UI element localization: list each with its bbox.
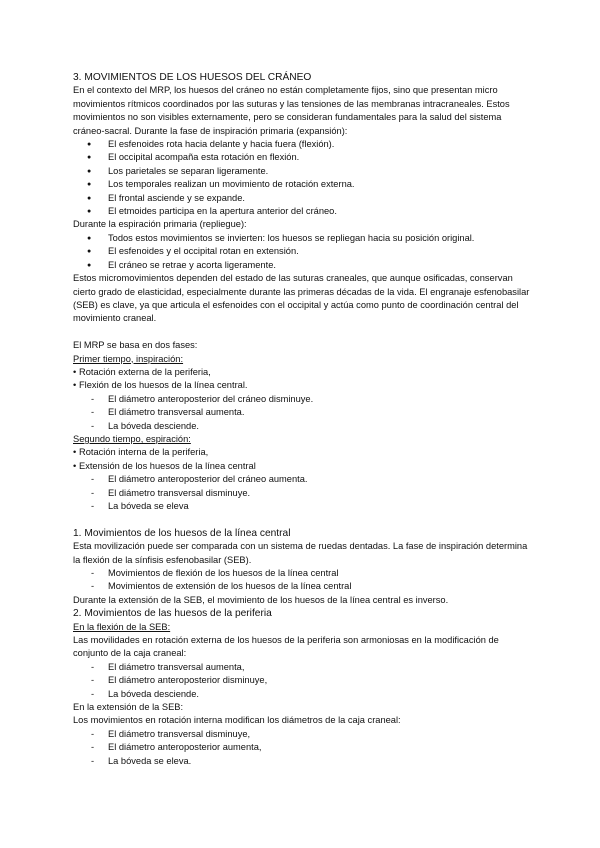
list-item: • Rotación interna de la periferia,: [73, 446, 533, 459]
list-item: - La bóveda se eleva: [73, 500, 533, 513]
list-item: - Movimientos de flexión de los huesos de la línea central: [73, 567, 533, 580]
second-phase-title: Segundo tiempo, espiración:: [73, 433, 191, 444]
list-item: ● El occipital acompaña esta rotación en flexión.: [73, 151, 533, 164]
part1-text: Esta movilización puede ser comparada con un sistema de ruedas dentadas. La fase de inspiración determina la flexión de la sínfisis esfenobasilar (SEB).: [73, 541, 528, 565]
list-item: - Movimientos de extensión de los huesos de la línea central: [73, 580, 533, 593]
flexion-text: Las movilidades en rotación externa de los huesos de la periferia son armoniosas en la modificación de conjunto de la caja craneal:: [73, 635, 499, 659]
list-item: • Rotación externa de la periferia,: [73, 366, 533, 379]
section-closing: Estos micromovimientos dependen del estado de las suturas craneales, que aunque osificadas, conservan cierto grado de elasticidad, especialmente durante las primeras décadas de la vida. El engranaje esfenobasilar (SEB) es clave, ya que articula el esfenoides con el occipital y actúa como punto de coordinación central del movimiento craneal.: [73, 273, 530, 324]
list-item: ● El esfenoides rota hacia delante y hacia fuera (flexión).: [73, 138, 533, 151]
part2-title: 2. Movimientos de las huesos de la periferia: [73, 608, 272, 620]
extension-title: En la extensión de la SEB:: [73, 702, 184, 713]
list-item: - La bóveda se eleva.: [73, 755, 533, 768]
list-item: - El diámetro anteroposterior del cráneo aumenta.: [73, 473, 533, 486]
list-item: ● Todos estos movimientos se invierten: los huesos se repliegan hacia su posición original.: [73, 232, 533, 245]
list-item: - La bóveda desciende.: [73, 688, 533, 701]
list-item: - El diámetro transversal aumenta,: [73, 661, 533, 674]
expiration-lead: Durante la espiración primaria (repliegue):: [73, 219, 247, 230]
list-item: - El diámetro anteroposterior del cráneo disminuye.: [73, 393, 533, 406]
extension-text: Los movimientos en rotación interna modifican los diámetros de la caja craneal:: [73, 715, 401, 726]
list-item: - La bóveda desciende.: [73, 420, 533, 433]
list-item: ● El cráneo se retrae y acorta ligeramente.: [73, 259, 533, 272]
part1-closing: Durante la extensión de la SEB, el movimiento de los huesos de la línea central es inverso.: [73, 594, 449, 605]
list-item: ● Los parietales se separan ligeramente.: [73, 165, 533, 178]
list-item: - El diámetro transversal aumenta.: [73, 406, 533, 419]
list-item: • Flexión de los huesos de la línea central.: [73, 379, 533, 392]
phases-intro: El MRP se basa en dos fases:: [73, 340, 198, 351]
section-title: 3. MOVIMIENTOS DE LOS HUESOS DEL CRÁNEO: [73, 72, 312, 83]
list-item: - El diámetro transversal disminuye.: [73, 487, 533, 500]
document-page: [73, 71, 533, 768]
list-item: - El diámetro transversal disminuye,: [73, 728, 533, 741]
list-item: ● El frontal asciende y se expande.: [73, 192, 533, 205]
list-item: ● El esfenoides y el occipital rotan en extensión.: [73, 245, 533, 258]
list-item: - El diámetro anteroposterior aumenta,: [73, 741, 533, 754]
list-item: - El diámetro anteroposterior disminuye,: [73, 674, 533, 687]
flexion-title: En la flexión de la SEB:: [73, 621, 171, 632]
list-item: • Extensión de los huesos de la línea central: [73, 460, 533, 473]
part1-title: 1. Movimientos de los huesos de la línea central: [73, 527, 291, 539]
section-intro: En el contexto del MRP, los huesos del cráneo no están completamente fijos, sino que presentan micro movimientos rítmicos coordinados por las suturas y las tensiones de las membranas intracraneales. Estos movimientos no son visibles externamente, pero se consideran fundamentales para la salud del sistema cráneo-sacral. Durante la fase de inspiración primaria (expansión):: [73, 85, 510, 136]
list-item: ● Los temporales realizan un movimiento de rotación externa.: [73, 178, 533, 191]
list-item: ● El etmoides participa en la apertura anterior del cráneo.: [73, 205, 533, 218]
first-phase-title: Primer tiempo, inspiración:: [73, 353, 184, 364]
